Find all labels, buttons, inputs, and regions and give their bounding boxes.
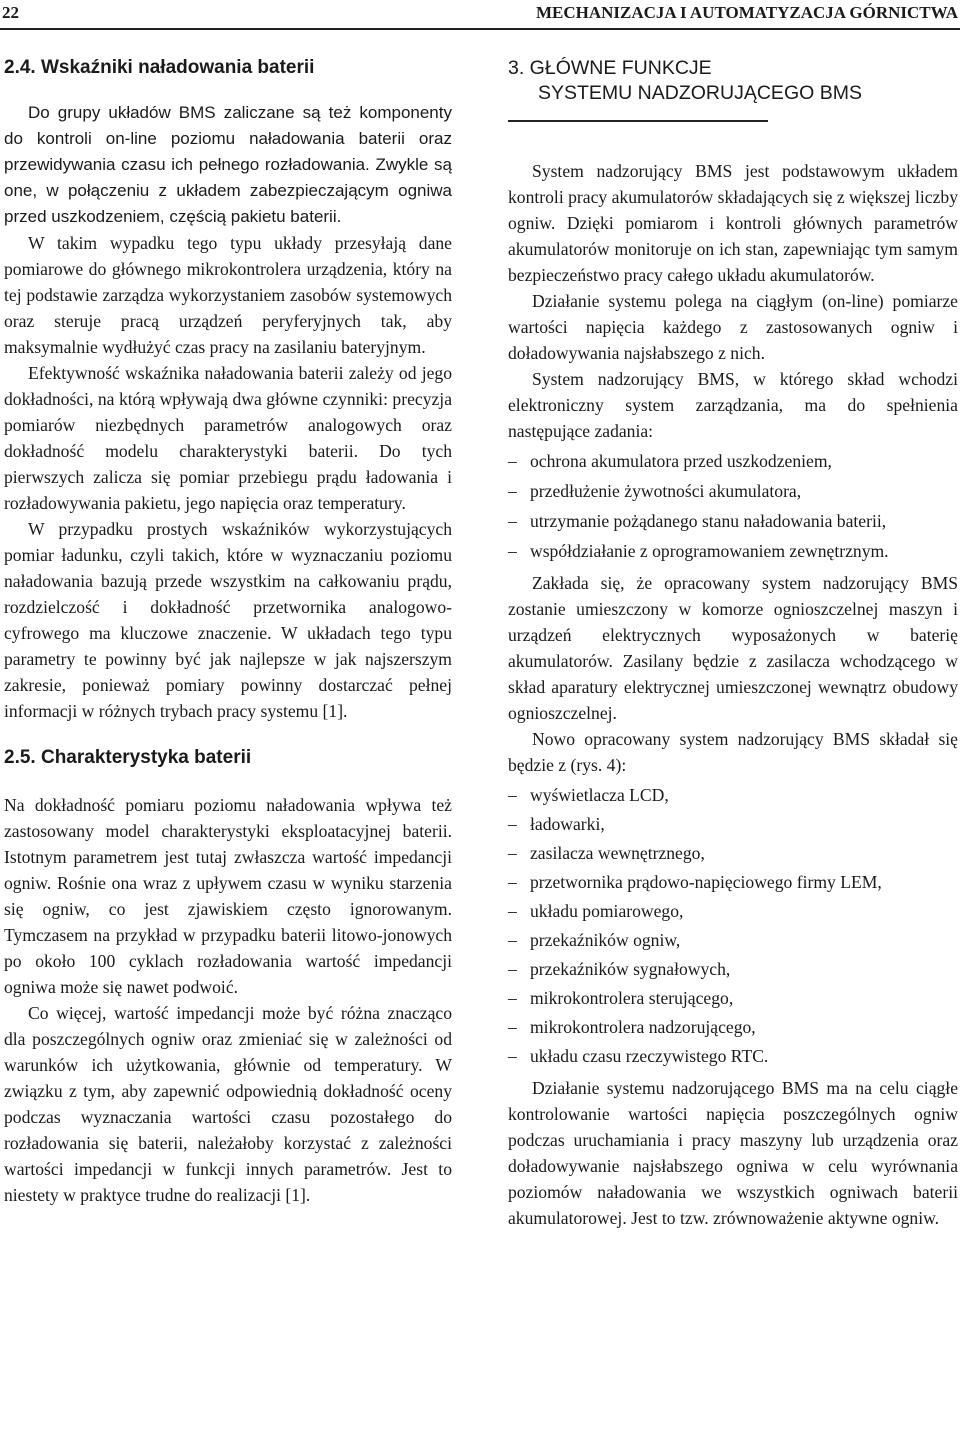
section-heading-3: [508, 56, 958, 106]
list-item: – przekaźników sygnałowych,: [508, 956, 958, 982]
tasks-list: [508, 448, 958, 564]
list-item: – mikrokontrolera sterującego,: [508, 985, 958, 1011]
list-item: – utrzymanie pożądanego stanu naładowania baterii,: [508, 508, 958, 534]
paragraph: Działanie systemu nadzorującego BMS ma na celu ciągłe kontrolowanie wartości napięcia poszczególnych ogniw podczas uruchamiania i pracy maszyny lub urządzenia oraz doładowywanie najsłabszego ogniwa w celu wyrównania poziomów naładowania we wszystkich ogniwach baterii akumulatorowej. Jest to tzw. zrównoważenie aktywne ogniw.: [508, 1078, 958, 1228]
list-item: – układu pomiarowego,: [508, 898, 958, 924]
section-heading-3-line2: SYSTEMU NADZORUJĄCEGO BMS: [538, 82, 862, 104]
list-item: – przetwornika prądowo-napięciowego firmy LEM,: [508, 869, 958, 895]
list-item: – przedłużenie żywotności akumulatora,: [508, 478, 958, 504]
paragraph: Działanie systemu polega na ciągłym (on-line) pomiarze wartości napięcia każdego z zastosowanych ogniw i doładowywania najsłabszego z nich.: [508, 291, 958, 363]
paragraph: Do grupy układów BMS zaliczane są też komponenty do kontroli on-line poziomu naładowania baterii oraz przewidywania czasu ich pełnego rozładowania. Zwykle są one, w połączeniu z układem zabezpieczającym ogniwa przed uszkodzeniem, częścią pakietu baterii.: [4, 103, 452, 226]
section-heading-3-line1: 3. GŁÓWNE FUNKCJE: [508, 57, 712, 79]
list-item: – ochrona akumulatora przed uszkodzeniem,: [508, 448, 958, 474]
paragraph: System nadzorujący BMS jest podstawowym układem kontroli pracy akumulatorów składających się z większej liczby ogniw. Dzięki pomiarom i kontroli głównych parametrów akumulatorów monitoruje on ich stan, zapewniając tym samym bezpieczeństwo pracy całego układu akumulatorów.: [508, 161, 958, 285]
paragraph: Co więcej, wartość impedancji może być różna znacząco dla poszczególnych ogniw oraz zmieniać się w zależności od warunków ich użytkowania, głównie od temperatury. W związku z tym, aby zapewnić odpowiednią dokładność oceny podczas wyznaczania wartości czasu pozostałego do rozładowania się baterii, należałoby korzystać z zależności wartości impedancji w funkcji innych parametrów. Jest to niestety w praktyce trudne do realizacji [1].: [4, 1003, 452, 1205]
paragraph: Efektywność wskaźnika naładowania baterii zależy od jego dokładności, na którą wpływają dwa główne czynniki: precyzja pomiarów niezbędnych parametrów analogowych oraz dokładność modelu charakterystyki baterii. Do tych pierwszych zalicza się pomiar przebiegu prądu ładowania i rozładowywania pakietu, jego napięcia oraz temperatury.: [4, 363, 452, 513]
list-item: – wyświetlacza LCD,: [508, 782, 958, 808]
list-item: – mikrokontrolera nadzorującego,: [508, 1014, 958, 1040]
heading-rule: [508, 120, 768, 122]
paragraph: Na dokładność pomiaru poziomu naładowania wpływa też zastosowany model charakterystyki eksploatacyjnej baterii. Istotnym parametrem jest tutaj zwłaszcza wartość impedancji ogniw. Rośnie ona wraz z upływem czasu w wyniku starzenia się ogniw, co jest zjawiskiem często ignorowanym. Tymczasem na przykład w przypadku baterii litowo-jonowych po około 100 cyklach rozładowania wartość impedancji ogniwa może się nawet podwoić.: [4, 795, 452, 997]
header-rule: [0, 28, 960, 30]
journal-title: MECHANIZACJA I AUTOMATYZACJA GÓRNICTWA: [535, 3, 958, 22]
list-item: – układu czasu rzeczywistego RTC.: [508, 1043, 958, 1069]
paragraph: W przypadku prostych wskaźników wykorzystujących pomiar ładunku, czyli takich, które w wyznaczaniu poziomu naładowania bazują przede wszystkim na całkowaniu prądu, rozdzielczość i dokładność przetwornika analogowo-cyfrowego ma kluczowe znaczenie. W układach tego typu parametry te powinny być jak najlepsze w jak najszerszym zakresie, ponieważ pomiary powinny dostarczać pełnej informacji w różnych trybach pracy systemu [1].: [4, 519, 452, 721]
section-heading-2-5: 2.5. Charakterystyka baterii: [4, 747, 252, 768]
paragraph: System nadzorujący BMS, w którego skład wchodzi elektroniczny system zarządzania, ma do spełnienia następujące zadania:: [508, 369, 958, 441]
list-item: – zasilacza wewnętrznego,: [508, 840, 958, 866]
right-column: [508, 52, 958, 1231]
running-header: [0, 0, 960, 30]
left-column: [4, 52, 452, 1208]
components-list: [508, 782, 958, 1069]
paragraph: Nowo opracowany system nadzorujący BMS składał się będzie z (rys. 4):: [508, 729, 958, 775]
list-item: – ładowarki,: [508, 811, 958, 837]
section-heading-2-4: 2.4. Wskaźniki naładowania baterii: [4, 57, 315, 78]
paragraph: W takim wypadku tego typu układy przesyłają dane pomiarowe do głównego mikrokontrolera urządzenia, który na tej podstawie zarządza wykorzystaniem zasobów systemowych oraz steruje pracą urządzeń peryferyjnych tak, aby maksymalnie wydłużyć czas pracy na zasilaniu bateryjnym.: [4, 233, 452, 357]
paragraph: Zakłada się, że opracowany system nadzorujący BMS zostanie umieszczony w komorze ognioszczelnej maszyn i urządzeń elektrycznych wyposażonych w baterię akumulatorów. Zasilany będzie z zasilacza wchodzącego w skład aparatury elektrycznej umieszczonej wewnątrz obudowy ognioszczelnej.: [508, 573, 958, 723]
list-item: – współdziałanie z oprogramowaniem zewnętrznym.: [508, 538, 958, 564]
list-item: – przekaźników ogniw,: [508, 927, 958, 953]
page-number: 22: [2, 3, 19, 22]
